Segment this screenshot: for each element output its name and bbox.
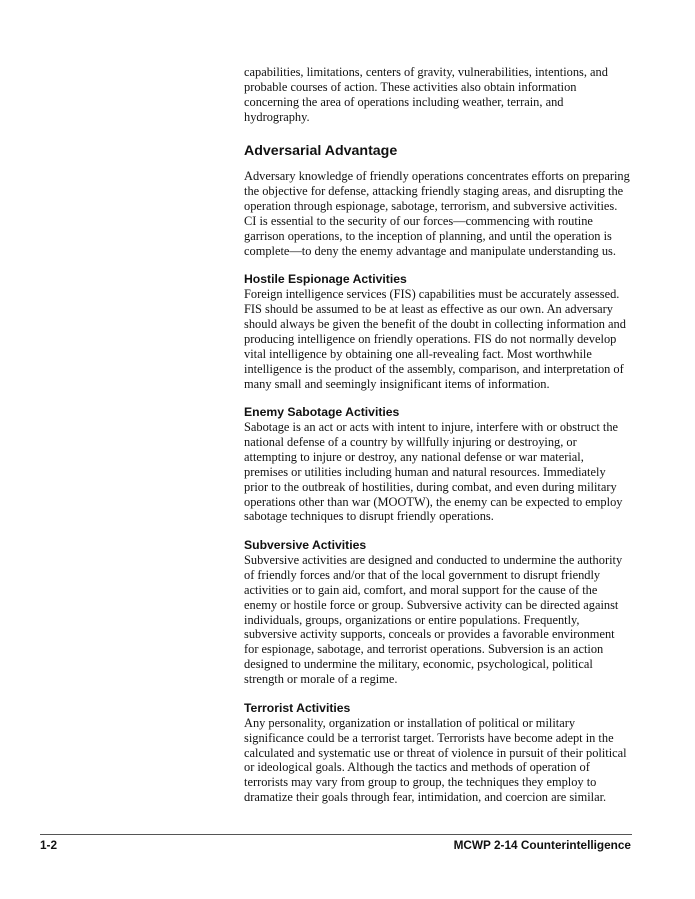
- subsection-title-subversive: Subversive Activities: [244, 538, 367, 553]
- page-number: 1-2: [40, 838, 58, 852]
- subsection-body-subversive: Subversive activities are designed and conducted to undermine the authority of friendly forces and/or that of the local government to disrupt friendly activities or to gain aid, comfort, and moral support for the cause of the enemy or hostile force or group. Subversive activity can be directed against individuals, groups, organizations or entire populations. Frequently, subversive activity supports, conceals or provides a favorable environment for espionage, sabotage, and terrorist operations. Subversion is an action designed to undermine the military, economic, psychological, political strength or morale of a regime.: [244, 553, 623, 686]
- section-title-adversarial-advantage: Adversarial Advantage: [244, 143, 398, 160]
- section-body-adversarial-advantage: Adversary knowledge of friendly operations concentrates efforts on preparing the objective for defense, attacking friendly staging areas, and disrupting the operation through espionage, sabotage, terrorism, and subversive activities. CI is essential to the security of our forces—commencing with routine garrison operations, to the inception of planning, and until the operation is complete—to deny the enemy advantage and manipulate understanding us.: [244, 169, 630, 258]
- subsection-title-terrorist: Terrorist Activities: [244, 700, 351, 715]
- subsection-title-enemy-sabotage: Enemy Sabotage Activities: [244, 405, 400, 420]
- page-body: [244, 65, 630, 805]
- subsection-title-hostile-espionage: Hostile Espionage Activities: [244, 272, 407, 287]
- intro-paragraph: capabilities, limitations, centers of gravity, vulnerabilities, intentions, and probable courses of action. These activities also obtain information concerning the area of operations including weather, terrain, and hydrography.: [244, 65, 608, 124]
- publication-title: MCWP 2-14 Counterintelligence: [453, 838, 631, 852]
- subsection-body-terrorist: Any personality, organization or installation of political or military significance could be a terrorist target. Terrorists have become adept in the calculated and systematic use or threat of violence in pursuit of their political or ideological goals. Although the tactics and methods of operation of terrorists may vary from group to group, the techniques they employ to dramatize their goals through fear, intimidation, and coercion are similar.: [244, 715, 627, 805]
- subsection-body-hostile-espionage: Foreign intelligence services (FIS) capabilities must be accurately assessed. FIS should be assumed to be at least as effective as our own. An adversary should always be given the benefit of the doubt in collecting information and producing intelligence on friendly operations. FIS do not normally develop vital intelligence by obtaining one all-revealing fact. Most worthwhile intelligence is the product of the assembly, comparison, and interpretation of many small and seemingly insignificant items of information.: [244, 287, 626, 391]
- footer-divider: [40, 834, 632, 835]
- subsection-body-enemy-sabotage: Sabotage is an act or acts with intent to injure, interfere with or obstruct the national defense of a country by willfully injuring or destroying, or attempting to injure or destroy, any national defense or war material, premises or utilities including human and natural resources. Immediately prior to the outbreak of hostilities, during combat, and even during military operations other than war (MOOTW), the enemy can be expected to employ sabotage techniques to disrupt friendly operations.: [244, 420, 623, 524]
